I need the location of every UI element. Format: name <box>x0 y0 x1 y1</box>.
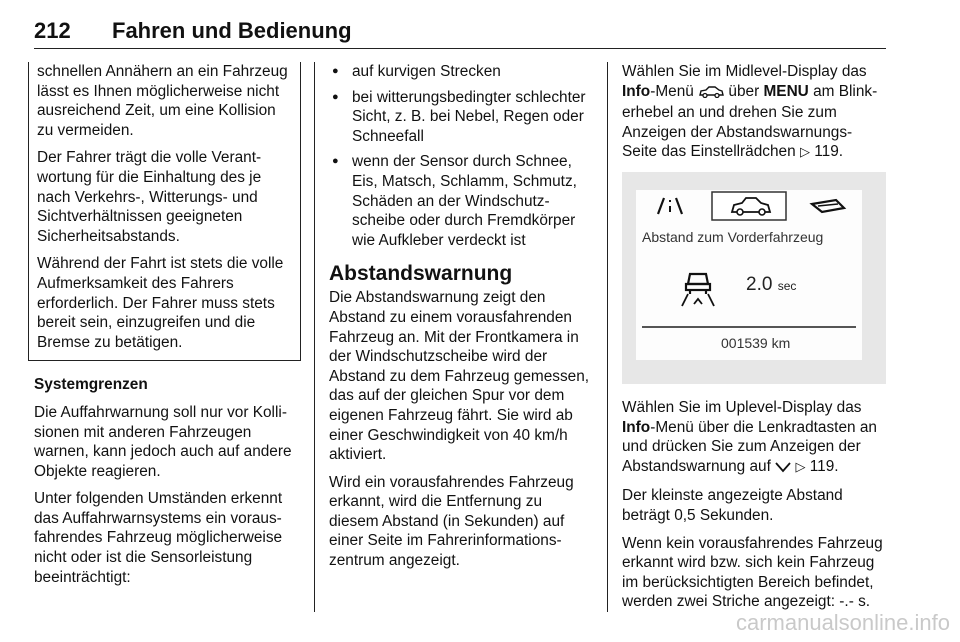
display-divider <box>642 326 856 328</box>
warning-paragraph: Der Fahrer trägt die volle Verantwortung für die Einhaltung des je nach Verkehrs-, Witterungs- und Sichtverhältnissen geeigneten Sicherheitsabstands. <box>37 149 262 245</box>
body-paragraph: Wird ein vorausfahrendes Fahrzeug erkannt, wird die Entfernung zu diesem Abstand (in Sekunden) auf einer Seite im Fahrerinformationszentrum angezeigt. <box>329 473 574 570</box>
body-paragraph: Die Abstandswarnung zeigt den Abstand zu einem vorausfahrenden Fahrzeug an. Mit der Frontkamera in der Windschutzscheibe wird der Abstand zu dem Fahrzeug gemessen, das auf der gleichen Spur vor dem eigenen Fahrzeug fährt. Sie wird ab einer Geschwindigkeit von 40 km/h aktiviert. <box>329 289 590 464</box>
body-paragraph: Wählen Sie im Midlevel-Display das Info-Menü über MENU am Blinkerhebel an und drehen Sie zum Anzeigen der Abstandswarnungs-Seite das Einstellrädchen ▷ 119. <box>622 63 878 161</box>
warning-box <box>28 62 301 361</box>
column-right <box>622 62 886 620</box>
subheading-systemgrenzen: Systemgrenzen <box>34 376 148 394</box>
page-ref: 119. <box>814 143 844 161</box>
column-left <box>34 62 299 595</box>
column-middle <box>329 62 591 579</box>
warning-paragraph: Während der Fahrt ist stets die volle Aufmerksamkeit des Fahrers erforderlich. Der Fahrer muss stets bereit sein, einzugreifen und die Bremse zu betätigen. <box>37 255 284 351</box>
info-label: Info <box>622 82 651 100</box>
instrument-display-figure <box>622 172 886 384</box>
body-paragraph: Die Auffahrwarnung soll nur vor Kollisionen mit anderen Fahrzeugen warnen, kann jedoch auch auf andere Objekte reagieren. <box>34 403 292 480</box>
bullet-list <box>329 62 591 250</box>
road-icon <box>658 198 682 214</box>
display-screen <box>636 190 862 360</box>
display-label: Abstand zum Vorderfahrzeug <box>642 228 824 245</box>
chapter-title: Fahren und Bedienung <box>112 18 352 43</box>
column-divider-2 <box>607 62 608 612</box>
watermark: carmanualsonline.info <box>735 610 950 635</box>
display-tab-icons <box>636 190 862 226</box>
column-divider-1 <box>314 62 315 612</box>
section-title: Abstandswarnung <box>329 262 513 286</box>
body-paragraph: Wenn kein vorausfahrendes Fahrzeug erkannt wird bzw. sich kein Fahrzeug im berücksichtigten Bereich befindet, werden zwei Striche angezeigt: -.- s. <box>622 534 883 611</box>
page-ref-arrow-icon: ▷ <box>795 458 806 474</box>
tire-icon <box>812 200 844 212</box>
page-header <box>34 14 886 49</box>
checkmark-icon <box>775 459 791 479</box>
following-distance-icon <box>676 264 720 308</box>
body-paragraph: Wählen Sie im Uplevel-Display das Info-Menü über die Lenkradtasten an und drücken Sie zum Anzeigen der Abstandswarnung auf ▷ 119. <box>622 398 886 478</box>
list-item: ● auf kurvigen Strecken <box>329 62 591 82</box>
display-value: 2.0 sec <box>746 273 797 295</box>
page-number: 212 <box>34 18 71 43</box>
info-label: Info <box>622 418 651 436</box>
warning-paragraph: schnellen Annähern an ein Fahrzeug lässt es Ihnen möglicherweise nicht ausreichend Zeit, um eine Kollision zu vermeiden. <box>37 63 288 139</box>
body-paragraph: Der kleinste angezeigte Abstand beträgt 0,5 Sekunden. <box>622 487 843 524</box>
menu-label: MENU <box>763 82 809 100</box>
list-item: ● bei witterungsbedingter schlechter Sicht, z. B. bei Nebel, Regen oder Schneefall <box>329 88 591 147</box>
odometer: 001539 km <box>721 334 791 351</box>
body-paragraph: Unter folgenden Umständen erkennt das Auffahrwarnsystems ein vorausfahrendes Fahrzeug möglicherweise nicht oder ist die Sensorleistung beeinträchtigt: <box>34 490 283 586</box>
page-ref: 119. <box>809 457 839 475</box>
car-icon <box>698 84 724 104</box>
page-ref-arrow-icon: ▷ <box>799 144 810 160</box>
list-item: ● wenn der Sensor durch Schnee, Eis, Matsch, Schlamm, Schmutz, Schäden an der Windschutzscheibe oder durch Fremdkörper wie Aufkleber verdeckt ist <box>329 152 591 250</box>
